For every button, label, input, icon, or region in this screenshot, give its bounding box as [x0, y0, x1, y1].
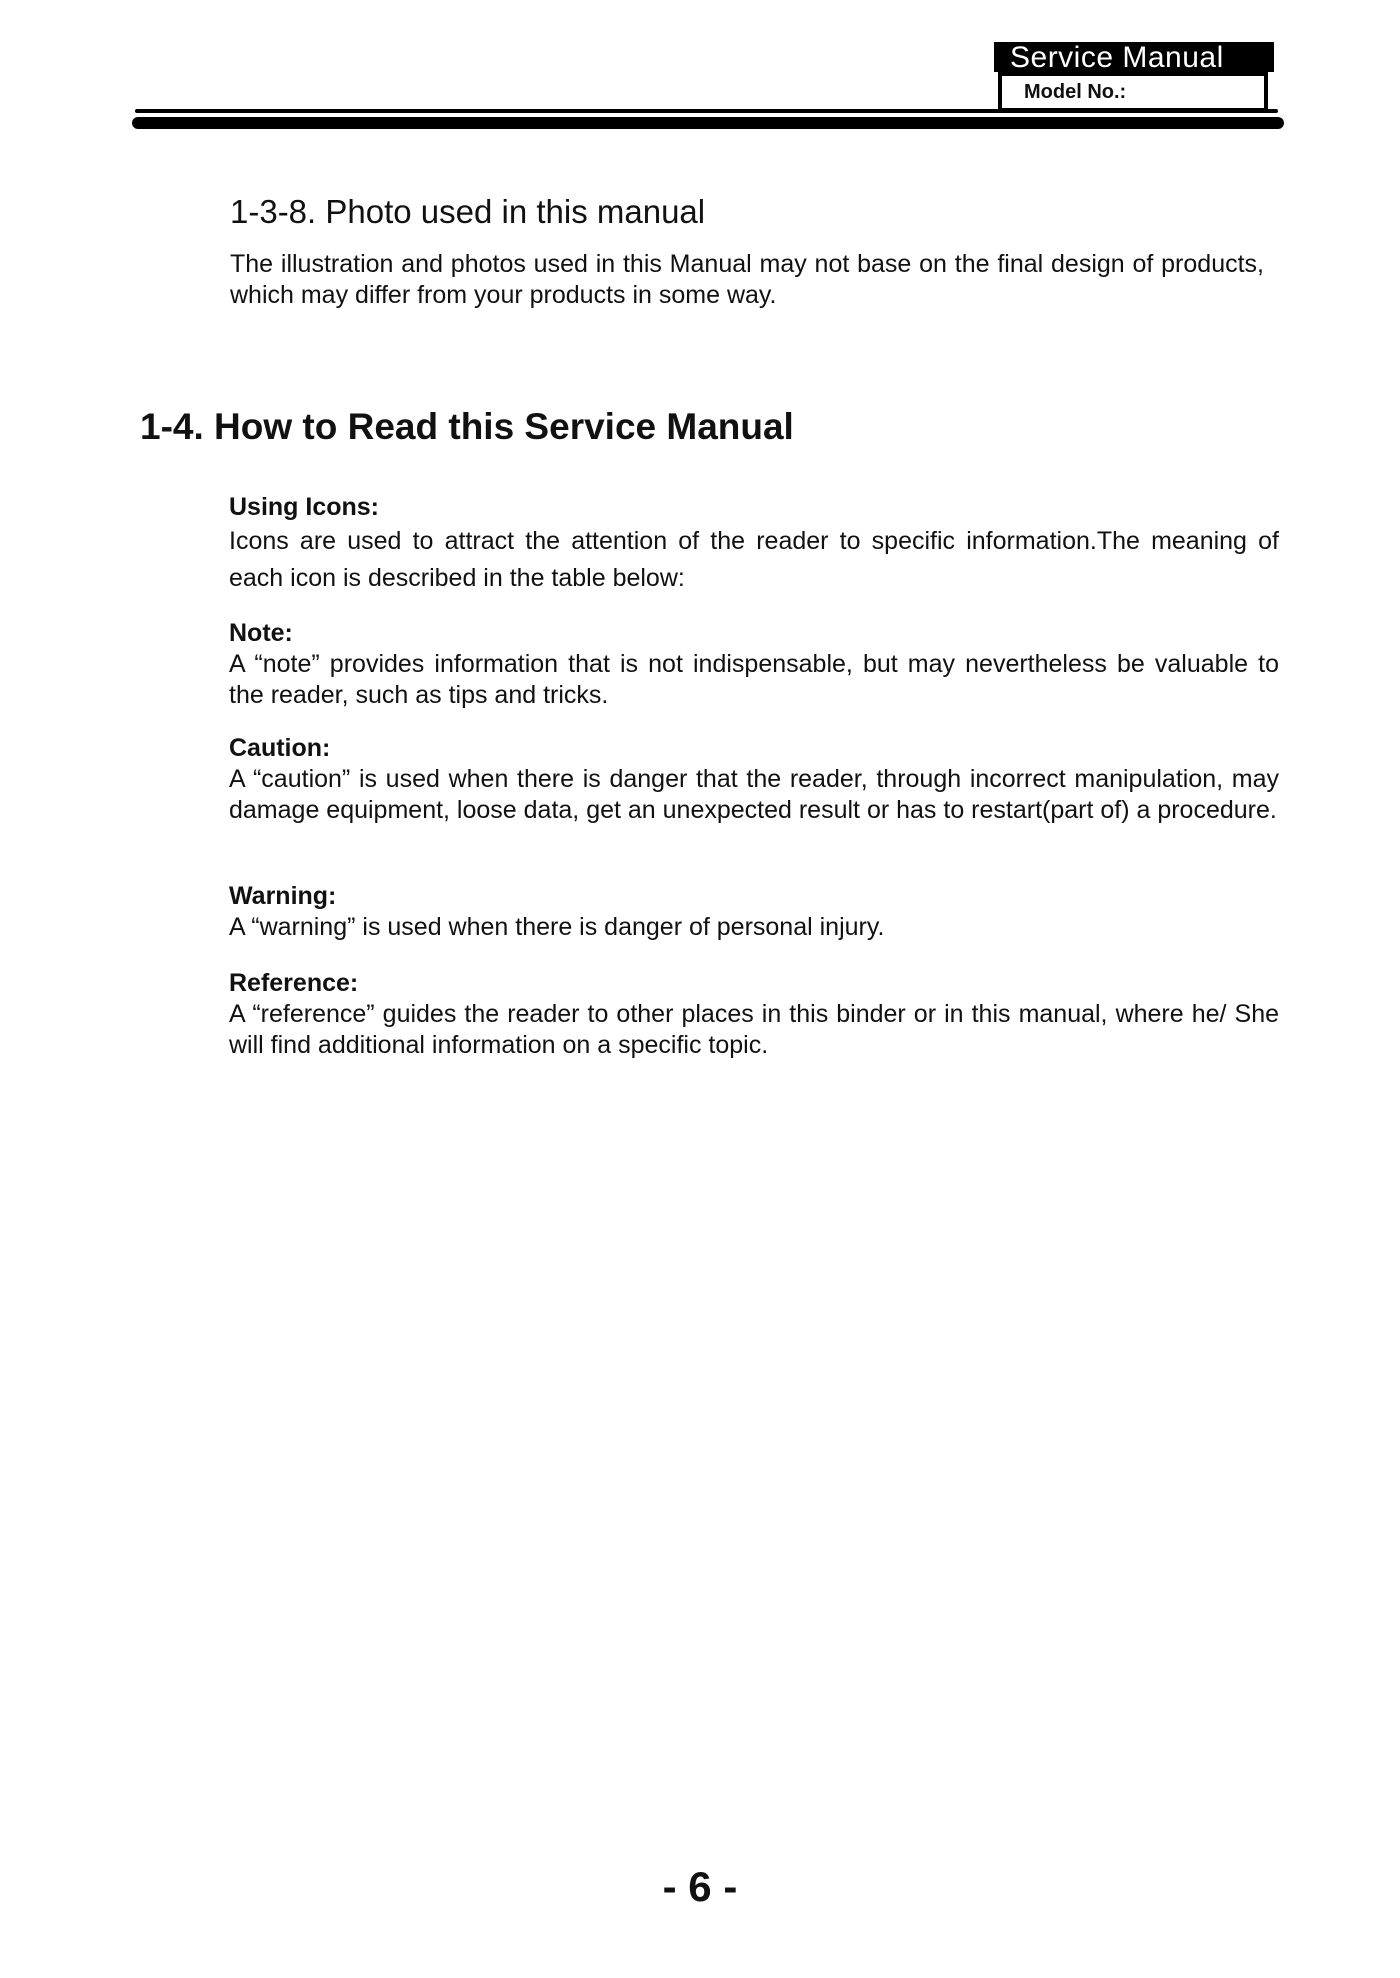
- note-label: Note:: [229, 619, 293, 647]
- section-138-body: The illustration and photos used in this Manual may not base on the final design of products, which may differ from your products in some way.: [230, 250, 1264, 309]
- page-number: - 6 -: [662, 1863, 738, 1910]
- using-icons-text: Icons are used to attract the attention of the reader to specific information.The meaning of each icon is described in the table below:: [229, 527, 1279, 592]
- header-badge: [994, 42, 1274, 103]
- header-rule-thin: [135, 109, 1278, 113]
- caution-label: Caution:: [229, 734, 331, 762]
- section-138-heading: 1-3-8. Photo used in this manual: [230, 193, 706, 230]
- reference-text: A “reference” guides the reader to other places in this binder or in this manual, where he/ She will find additional information on a specific topic.: [229, 1000, 1279, 1059]
- header-rule-thick: [132, 117, 1284, 129]
- using-icons-label: Using Icons:: [229, 493, 380, 521]
- section-14-heading: 1-4. How to Read this Service Manual: [140, 406, 794, 447]
- badge-title: Service Manual: [994, 42, 1274, 72]
- caution-text: A “caution” is used when there is danger that the reader, through incorrect manipulation, may damage equipment, loose data, get an unexpected result or has to restart(part of) a procedure.: [229, 765, 1279, 824]
- warning-label: Warning:: [229, 882, 337, 910]
- warning-text: A “warning” is used when there is danger of personal injury.: [229, 913, 885, 941]
- reference-label: Reference:: [229, 969, 359, 997]
- model-number-label: Model No.:: [998, 72, 1268, 112]
- note-text: A “note” provides information that is not indispensable, but may nevertheless be valuable to the reader, such as tips and tricks.: [229, 650, 1279, 709]
